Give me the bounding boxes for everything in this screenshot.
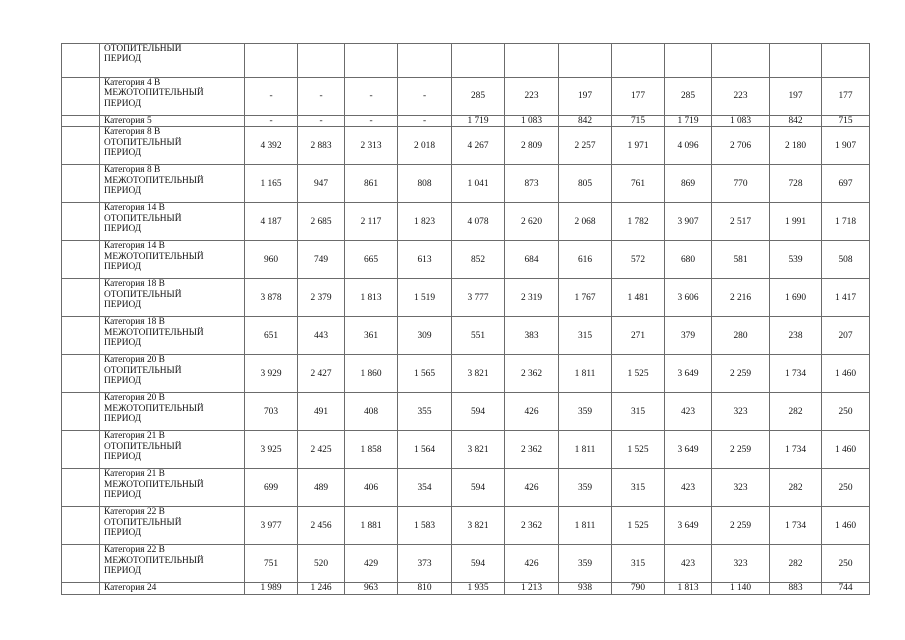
table-row <box>62 507 870 545</box>
value-cell: 426 <box>505 393 559 431</box>
value-cell: 3 821 <box>452 355 505 393</box>
value-cell: 2 216 <box>712 279 770 317</box>
value-cell: 2 068 <box>559 203 612 241</box>
value-cell: 2 517 <box>712 203 770 241</box>
value-cell: 3 907 <box>665 203 712 241</box>
row-index-cell <box>62 317 100 355</box>
value-cell: 3 977 <box>245 507 298 545</box>
row-index-cell <box>62 507 100 545</box>
category-line: ПЕРИОД <box>104 186 142 197</box>
value-cell: 4 078 <box>452 203 505 241</box>
value-cell: 699 <box>245 469 298 507</box>
value-cell: 810 <box>398 583 452 594</box>
value-cell: 4 392 <box>245 127 298 165</box>
value-cell: 1 971 <box>612 127 665 165</box>
value-cell <box>505 44 559 78</box>
category-line: ПЕРИОД <box>104 490 142 501</box>
value-cell: 197 <box>770 78 822 116</box>
table-row <box>62 44 870 78</box>
value-cell: 197 <box>559 78 612 116</box>
value-cell: 2 259 <box>712 355 770 393</box>
value-cell: 715 <box>612 116 665 127</box>
value-cell: 728 <box>770 165 822 203</box>
row-index-cell <box>62 393 100 431</box>
row-index-cell <box>62 431 100 469</box>
value-cell: 613 <box>398 241 452 279</box>
value-cell: 873 <box>505 165 559 203</box>
value-cell: 594 <box>452 393 505 431</box>
value-cell: 2 259 <box>712 431 770 469</box>
value-cell <box>452 44 505 78</box>
category-line: Категория 8 В <box>104 127 161 138</box>
category-cell <box>100 583 245 594</box>
value-cell: 2 362 <box>505 507 559 545</box>
value-cell: 2 362 <box>505 431 559 469</box>
category-line: ПЕРИОД <box>104 338 142 349</box>
value-cell: 177 <box>822 78 870 116</box>
row-index-cell <box>62 203 100 241</box>
value-cell: 1 525 <box>612 355 665 393</box>
value-cell: 4 096 <box>665 127 712 165</box>
value-cell: 594 <box>452 545 505 583</box>
value-cell: 207 <box>822 317 870 355</box>
value-cell: 3 649 <box>665 355 712 393</box>
category-line: ПЕРИОД <box>104 414 142 425</box>
value-cell: 616 <box>559 241 612 279</box>
value-cell: 963 <box>345 583 398 594</box>
value-cell: 1 813 <box>665 583 712 594</box>
value-cell: 1 083 <box>505 116 559 127</box>
value-cell <box>398 44 452 78</box>
value-cell: 250 <box>822 469 870 507</box>
value-cell: 1 907 <box>822 127 870 165</box>
category-cell <box>100 44 245 78</box>
category-line: Категория 21 В <box>104 469 165 480</box>
table-row <box>62 317 870 355</box>
value-cell: 938 <box>559 583 612 594</box>
category-line: ПЕРИОД <box>104 54 142 65</box>
category-line: ОТОПИТЕЛЬНЫЙ <box>104 517 182 528</box>
value-cell: 426 <box>505 469 559 507</box>
category-line: Категория 21 В <box>104 431 165 442</box>
value-cell: 1 935 <box>452 583 505 594</box>
value-cell: - <box>345 116 398 127</box>
table-row <box>62 431 870 469</box>
category-line: ПЕРИОД <box>104 224 142 235</box>
value-cell: 1 767 <box>559 279 612 317</box>
value-cell: 1 860 <box>345 355 398 393</box>
row-index-cell <box>62 241 100 279</box>
category-line: Категория 4 В <box>104 78 161 88</box>
value-cell: 761 <box>612 165 665 203</box>
value-cell: 852 <box>452 241 505 279</box>
category-line: МЕЖОТОПИТЕЛЬНЫЙ <box>104 175 204 186</box>
value-cell <box>712 44 770 78</box>
value-cell: 883 <box>770 583 822 594</box>
value-cell: 177 <box>612 78 665 116</box>
value-cell: 2 883 <box>298 127 345 165</box>
category-line: ОТОПИТЕЛЬНЫЙ <box>104 213 182 224</box>
value-cell: 539 <box>770 241 822 279</box>
value-cell: 572 <box>612 241 665 279</box>
value-cell: 1 165 <box>245 165 298 203</box>
value-cell: 282 <box>770 545 822 583</box>
category-line: МЕЖОТОПИТЕЛЬНЫЙ <box>104 479 204 490</box>
value-cell: 426 <box>505 545 559 583</box>
value-cell: 520 <box>298 545 345 583</box>
value-cell <box>822 44 870 78</box>
category-line: Категория 22 В <box>104 545 165 556</box>
value-cell: - <box>298 116 345 127</box>
row-index-cell <box>62 355 100 393</box>
value-cell: 1 734 <box>770 355 822 393</box>
tariff-table <box>61 43 870 595</box>
value-cell: 1 460 <box>822 355 870 393</box>
value-cell: 323 <box>712 545 770 583</box>
row-index-cell <box>62 127 100 165</box>
value-cell: 315 <box>559 317 612 355</box>
value-cell: 2 018 <box>398 127 452 165</box>
value-cell <box>665 44 712 78</box>
value-cell: 751 <box>245 545 298 583</box>
row-index-cell <box>62 116 100 127</box>
value-cell: 1 734 <box>770 507 822 545</box>
table-row <box>62 165 870 203</box>
value-cell: 3 821 <box>452 431 505 469</box>
value-cell: 808 <box>398 165 452 203</box>
value-cell: 1 460 <box>822 507 870 545</box>
value-cell: - <box>298 78 345 116</box>
value-cell <box>345 44 398 78</box>
value-cell: 1 565 <box>398 355 452 393</box>
value-cell: 1 460 <box>822 431 870 469</box>
value-cell: 3 878 <box>245 279 298 317</box>
value-cell: 842 <box>559 116 612 127</box>
value-cell: 359 <box>559 393 612 431</box>
value-cell <box>612 44 665 78</box>
value-cell: 355 <box>398 393 452 431</box>
category-line: Категория 20 В <box>104 355 165 366</box>
value-cell: 1 719 <box>452 116 505 127</box>
value-cell: 3 606 <box>665 279 712 317</box>
value-cell: 1 734 <box>770 431 822 469</box>
value-cell: 443 <box>298 317 345 355</box>
value-cell: 3 925 <box>245 431 298 469</box>
value-cell: 1 991 <box>770 203 822 241</box>
value-cell: 1 519 <box>398 279 452 317</box>
table-row <box>62 241 870 279</box>
value-cell: 1 718 <box>822 203 870 241</box>
value-cell: 1 719 <box>665 116 712 127</box>
value-cell: 715 <box>822 116 870 127</box>
value-cell: 1 858 <box>345 431 398 469</box>
value-cell: 594 <box>452 469 505 507</box>
category-cell <box>100 127 245 165</box>
category-cell <box>100 393 245 431</box>
value-cell: 1 782 <box>612 203 665 241</box>
value-cell: - <box>398 116 452 127</box>
category-cell <box>100 317 245 355</box>
value-cell: 869 <box>665 165 712 203</box>
value-cell: 842 <box>770 116 822 127</box>
category-line: МЕЖОТОПИТЕЛЬНЫЙ <box>104 88 204 99</box>
category-cell <box>100 431 245 469</box>
value-cell: 697 <box>822 165 870 203</box>
value-cell: 2 319 <box>505 279 559 317</box>
category-line: ПЕРИОД <box>104 148 142 159</box>
value-cell: 282 <box>770 469 822 507</box>
value-cell: 3 649 <box>665 431 712 469</box>
value-cell: 2 257 <box>559 127 612 165</box>
category-line: ПЕРИОД <box>104 300 142 311</box>
value-cell: 3 649 <box>665 507 712 545</box>
category-line: Категория 8 В <box>104 165 161 176</box>
value-cell: 359 <box>559 545 612 583</box>
value-cell: 960 <box>245 241 298 279</box>
value-cell: 581 <box>712 241 770 279</box>
value-cell: 491 <box>298 393 345 431</box>
value-cell <box>770 44 822 78</box>
value-cell <box>559 44 612 78</box>
value-cell: 651 <box>245 317 298 355</box>
value-cell: 315 <box>612 545 665 583</box>
value-cell: 408 <box>345 393 398 431</box>
value-cell: 1 140 <box>712 583 770 594</box>
value-cell: 3 821 <box>452 507 505 545</box>
value-cell: 323 <box>712 469 770 507</box>
value-cell: 1 525 <box>612 507 665 545</box>
category-line: Категория 24 <box>104 583 157 594</box>
category-line: ПЕРИОД <box>104 566 142 577</box>
value-cell: 805 <box>559 165 612 203</box>
category-line: Категория 18 В <box>104 279 165 290</box>
value-cell: 3 929 <box>245 355 298 393</box>
value-cell: 238 <box>770 317 822 355</box>
value-cell: 703 <box>245 393 298 431</box>
value-cell: 285 <box>452 78 505 116</box>
value-cell: 315 <box>612 469 665 507</box>
table-row <box>62 469 870 507</box>
category-line: МЕЖОТОПИТЕЛЬНЫЙ <box>104 251 204 262</box>
category-line: Категория 14 В <box>104 203 165 214</box>
value-cell: 1 564 <box>398 431 452 469</box>
value-cell: 282 <box>770 393 822 431</box>
value-cell: - <box>245 116 298 127</box>
category-cell <box>100 165 245 203</box>
value-cell: 2 379 <box>298 279 345 317</box>
value-cell: 1 811 <box>559 431 612 469</box>
value-cell: 2 620 <box>505 203 559 241</box>
category-cell <box>100 78 245 116</box>
value-cell: 250 <box>822 393 870 431</box>
value-cell: 1 041 <box>452 165 505 203</box>
value-cell <box>245 44 298 78</box>
value-cell: 665 <box>345 241 398 279</box>
category-line: ПЕРИОД <box>104 452 142 463</box>
value-cell: 2 809 <box>505 127 559 165</box>
category-cell <box>100 116 245 127</box>
value-cell: 423 <box>665 469 712 507</box>
category-cell <box>100 279 245 317</box>
category-cell <box>100 469 245 507</box>
value-cell: 790 <box>612 583 665 594</box>
table-row <box>62 78 870 116</box>
value-cell: 280 <box>712 317 770 355</box>
row-index-cell <box>62 545 100 583</box>
table-row <box>62 127 870 165</box>
category-line: ПЕРИОД <box>104 262 142 273</box>
category-line: Категория 22 В <box>104 507 165 518</box>
value-cell: 250 <box>822 545 870 583</box>
value-cell: 1 525 <box>612 431 665 469</box>
value-cell: 285 <box>665 78 712 116</box>
value-cell: 1 823 <box>398 203 452 241</box>
table-row <box>62 279 870 317</box>
category-line: МЕЖОТОПИТЕЛЬНЫЙ <box>104 555 204 566</box>
value-cell: 2 427 <box>298 355 345 393</box>
value-cell: 2 180 <box>770 127 822 165</box>
value-cell: 323 <box>712 393 770 431</box>
value-cell: 354 <box>398 469 452 507</box>
category-line: ОТОПИТЕЛЬНЫЙ <box>104 137 182 148</box>
row-index-cell <box>62 279 100 317</box>
value-cell: 2 362 <box>505 355 559 393</box>
row-index-cell <box>62 44 100 78</box>
value-cell <box>298 44 345 78</box>
value-cell: 1 811 <box>559 355 612 393</box>
value-cell: 489 <box>298 469 345 507</box>
value-cell: 770 <box>712 165 770 203</box>
value-cell: 271 <box>612 317 665 355</box>
value-cell: 861 <box>345 165 398 203</box>
category-cell <box>100 203 245 241</box>
category-line: ОТОПИТЕЛЬНЫЙ <box>104 365 182 376</box>
value-cell: 383 <box>505 317 559 355</box>
category-line: ОТОПИТЕЛЬНЫЙ <box>104 289 182 300</box>
row-index-cell <box>62 165 100 203</box>
value-cell: 373 <box>398 545 452 583</box>
value-cell: 1 881 <box>345 507 398 545</box>
table-row <box>62 545 870 583</box>
value-cell: - <box>345 78 398 116</box>
value-cell: - <box>398 78 452 116</box>
category-line: Категория 20 В <box>104 393 165 404</box>
value-cell: 1 989 <box>245 583 298 594</box>
value-cell: 1 583 <box>398 507 452 545</box>
value-cell: 423 <box>665 545 712 583</box>
category-line: Категория 18 В <box>104 317 165 328</box>
value-cell: 1 417 <box>822 279 870 317</box>
value-cell: 1 213 <box>505 583 559 594</box>
value-cell: 2 456 <box>298 507 345 545</box>
value-cell: 2 425 <box>298 431 345 469</box>
value-cell: 223 <box>505 78 559 116</box>
value-cell: 309 <box>398 317 452 355</box>
value-cell: 749 <box>298 241 345 279</box>
category-line: ПЕРИОД <box>104 98 142 109</box>
table-row <box>62 583 870 594</box>
value-cell: 508 <box>822 241 870 279</box>
value-cell: 947 <box>298 165 345 203</box>
value-cell: 2 117 <box>345 203 398 241</box>
category-line: Категория 14 В <box>104 241 165 252</box>
value-cell: 2 706 <box>712 127 770 165</box>
value-cell: 4 187 <box>245 203 298 241</box>
value-cell: 2 685 <box>298 203 345 241</box>
value-cell: 315 <box>612 393 665 431</box>
category-line: ОТОПИТЕЛЬНЫЙ <box>104 441 182 452</box>
value-cell: - <box>245 78 298 116</box>
category-line: ОТОПИТЕЛЬНЫЙ <box>104 44 182 54</box>
category-line: МЕЖОТОПИТЕЛЬНЫЙ <box>104 327 204 338</box>
value-cell: 2 313 <box>345 127 398 165</box>
value-cell: 406 <box>345 469 398 507</box>
category-cell <box>100 241 245 279</box>
value-cell: 1 246 <box>298 583 345 594</box>
row-index-cell <box>62 583 100 594</box>
row-index-cell <box>62 78 100 116</box>
value-cell: 4 267 <box>452 127 505 165</box>
category-cell <box>100 355 245 393</box>
tariff-table-body <box>62 44 870 595</box>
value-cell: 1 811 <box>559 507 612 545</box>
value-cell: 2 259 <box>712 507 770 545</box>
value-cell: 3 777 <box>452 279 505 317</box>
category-line: ПЕРИОД <box>104 376 142 387</box>
value-cell: 423 <box>665 393 712 431</box>
table-row <box>62 393 870 431</box>
value-cell: 359 <box>559 469 612 507</box>
category-line: ПЕРИОД <box>104 528 142 539</box>
table-row <box>62 355 870 393</box>
value-cell: 680 <box>665 241 712 279</box>
value-cell: 429 <box>345 545 398 583</box>
table-row <box>62 203 870 241</box>
value-cell: 361 <box>345 317 398 355</box>
category-line: Категория 5 <box>104 116 152 126</box>
value-cell: 379 <box>665 317 712 355</box>
value-cell: 223 <box>712 78 770 116</box>
category-cell <box>100 507 245 545</box>
value-cell: 1 813 <box>345 279 398 317</box>
value-cell: 1 690 <box>770 279 822 317</box>
value-cell: 684 <box>505 241 559 279</box>
value-cell: 1 481 <box>612 279 665 317</box>
value-cell: 551 <box>452 317 505 355</box>
category-cell <box>100 545 245 583</box>
table-row <box>62 116 870 127</box>
value-cell: 1 083 <box>712 116 770 127</box>
category-line: МЕЖОТОПИТЕЛЬНЫЙ <box>104 403 204 414</box>
value-cell: 744 <box>822 583 870 594</box>
row-index-cell <box>62 469 100 507</box>
